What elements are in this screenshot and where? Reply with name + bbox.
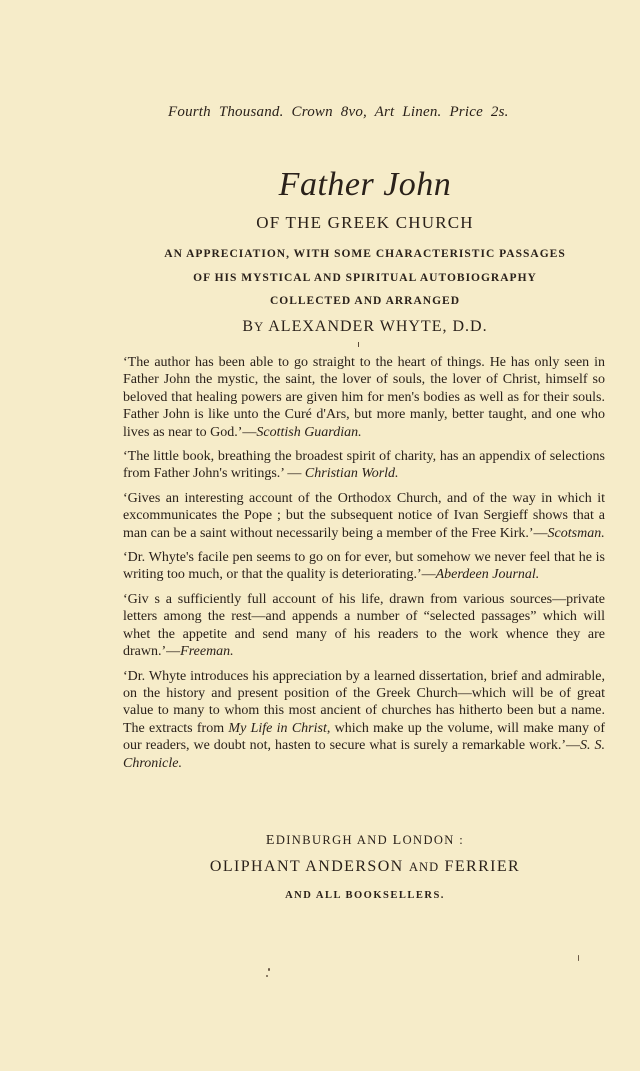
publisher-name: OLIPHANT ANDERSON AND FERRIER xyxy=(209,858,521,875)
publication-place: EDINBURGH AND LONDON : xyxy=(265,833,465,848)
description-line-1: AN APPRECIATION, WITH SOME CHARACTERISTIC PASSAGES xyxy=(164,248,566,260)
review-source: Christian World. xyxy=(304,466,399,482)
review-list xyxy=(123,354,605,779)
review-text: ‘The little book, breathing the broadest spirit of charity, has an appendix of selections from Father John's writings.’ — xyxy=(123,449,605,482)
review-source: Aberdeen Journal. xyxy=(435,567,540,583)
review-book-title: My Life in Christ xyxy=(228,720,327,736)
review-text: ‘Dr. Whyte's facile pen seems to go on for ever, but somehow we never feel that he is writing too much, or that the quality is deteriorating.’— xyxy=(123,550,605,583)
review-text: ‘Dr. Whyte introduces his appreciation by a learned dissertation, brief and admirable, on the history and present position of the Greek Church—which will be of great value to many to whom this most ancient of churches has hitherto been but a name. The extracts from xyxy=(123,668,605,736)
review-source: Scottish Guardian. xyxy=(256,424,362,440)
booksellers-line: AND ALL BOOKSELLERS. xyxy=(285,890,445,901)
review-item xyxy=(123,549,605,584)
paper-speck xyxy=(268,968,270,971)
review-text: ‘Gives an interesting account of the Orthodox Church, and of the way in which it excommunicates the Pope ; but the subsequent notice of Ivan Sergieff shows that a man can be a saint without necessarily being a member of the Free Kirk.’— xyxy=(123,490,605,541)
description-line-2: OF HIS MYSTICAL AND SPIRITUAL AUTOBIOGRAPHY xyxy=(193,272,537,284)
review-text: ‘The author has been able to go straight to the heart of things. He has only seen in Father John the mystic, the saint, the lover of souls, the lover of Christ, himself so beloved that healing powers are given him for men's bodies as well as for their souls. Father John is like unto the Curé d'Ars, but more manly, better taught, and one who lives as near to God.’— xyxy=(123,355,605,440)
review-source: Freeman. xyxy=(180,644,234,660)
review-text: ‘Giv s a sufficiently full account of his life, drawn from various sources—private letters among the rest—and appends a number of “selected passages” which will whet the appetite and send many of his readers to the work whence they are drawn.’— xyxy=(123,591,605,660)
author-by-rest: Y xyxy=(254,320,265,334)
printer-mark xyxy=(358,342,359,347)
review-source: S. S. Chronicle. xyxy=(123,738,605,771)
author-line xyxy=(0,318,640,336)
format-text: Crown 8vo, Art Linen. xyxy=(291,104,442,120)
book-title: Father John xyxy=(278,166,452,203)
review-item xyxy=(123,591,605,661)
author-by-initial: B xyxy=(242,318,255,335)
review-text-cont: , which make up the volume, will make many of our readers, we doubt not, hasten to secure what is surely a remarkable work.’— xyxy=(123,720,606,754)
edition-price-line xyxy=(168,104,568,121)
review-item xyxy=(123,448,605,483)
description-line-3: COLLECTED AND ARRANGED xyxy=(269,295,461,307)
edition-text: Fourth Thousand. xyxy=(168,104,284,120)
review-item xyxy=(123,490,605,542)
review-source: Scotsman. xyxy=(547,525,605,541)
price-text: Price 2s. xyxy=(449,104,509,120)
book-subtitle: OF THE GREEK CHURCH xyxy=(256,213,474,232)
paper-speck xyxy=(578,955,579,961)
review-item xyxy=(123,354,605,441)
paper-speck xyxy=(266,975,268,977)
review-item xyxy=(123,668,605,772)
author-name: ALEXANDER WHYTE, D.D. xyxy=(268,318,488,335)
